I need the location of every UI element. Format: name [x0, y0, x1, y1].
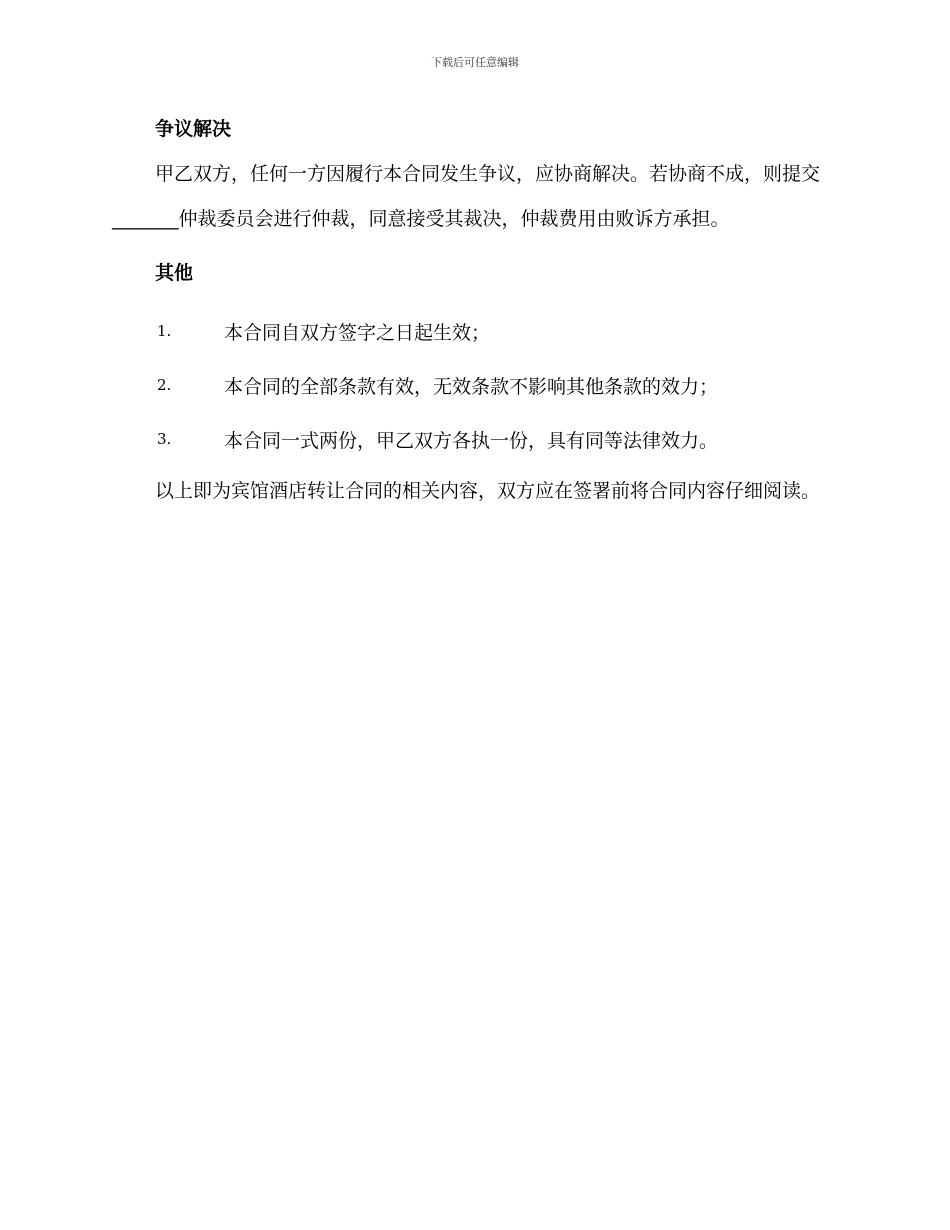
list-item-number: 1. [157, 322, 172, 340]
document-body [112, 113, 832, 514]
paragraph-dispute: 甲乙双方，任何一方因履行本合同发生争议，应协商解决。若协商不成，则提交_______仲裁委员会进行仲裁，同意接受其裁决，仲裁费用由败诉方承担。 [112, 163, 821, 230]
list-item [112, 304, 832, 358]
section-title-other: 其他 [155, 262, 194, 284]
paragraph-closing: 以上即为宾馆酒店转让合同的相关内容，双方应在签署前将合同内容仔细阅读。 [155, 480, 821, 502]
list-item-text: 本合同一式两份，甲乙双方各执一份，具有同等法律效力。 [224, 429, 719, 452]
section-title-dispute: 争议解决 [155, 118, 232, 140]
list-item [112, 412, 832, 466]
page-header: 下载后可任意编辑 [431, 56, 519, 69]
list-item-text: 本合同自双方签字之日起生效； [224, 321, 491, 344]
list-item-text: 本合同的全部条款有效，无效条款不影响其他条款的效力； [224, 375, 719, 398]
list-item-number: 3. [157, 430, 172, 448]
list-item [112, 358, 832, 412]
list-item-number: 2. [157, 376, 172, 394]
other-clauses-list [112, 304, 832, 466]
